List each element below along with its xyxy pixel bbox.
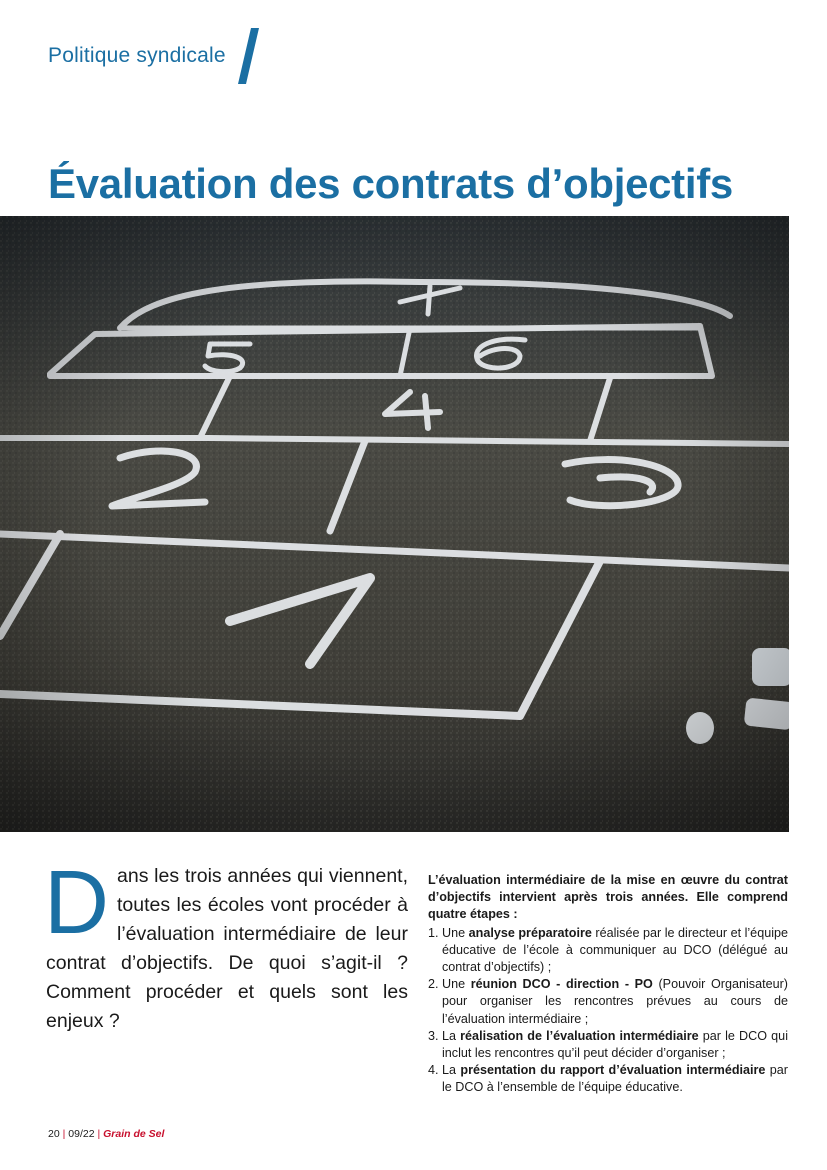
steps-column: [428, 872, 788, 1097]
magazine-name: Grain de Sel: [103, 1128, 165, 1140]
step-post: par le DCO à l’ensemble de l’équipe éducative.: [442, 1063, 789, 1095]
lead-paragraph: [44, 853, 408, 1036]
section-label: Politique syndicale: [48, 44, 226, 67]
step-number: 3.: [428, 1028, 439, 1043]
step-pre: Une: [442, 925, 469, 940]
steps-intro: L’évaluation intermédiaire de la mise en œuvre du contrat d’objectifs intervient après trois années. Elle comprend quatre étapes :: [428, 873, 788, 922]
dropcap: D: [44, 853, 109, 953]
step-number: 1.: [428, 925, 439, 940]
step-bold: présentation du rapport d’évaluation intermédiaire: [460, 1063, 766, 1078]
step-post: par le DCO qui inclut les rencontres qu’il peut décider d’organiser ;: [442, 1028, 788, 1061]
step-bold: réalisation de l’évaluation intermédiaire: [460, 1028, 699, 1043]
list-item: [428, 1062, 788, 1096]
lead-text: ans les trois années qui viennent, toutes les écoles vont procéder à l’évaluation intermédiaire de leur contrat d’objectifs. De quoi s’agit-il ? Comment procéder et quels sont les enjeux ?: [46, 865, 408, 1032]
steps-list: [428, 925, 788, 1097]
article-title: Évaluation des contrats d’objectifs: [48, 160, 733, 207]
list-item: [428, 1028, 788, 1062]
page-number: 20: [48, 1128, 60, 1140]
footer-separator: |: [97, 1128, 101, 1140]
hopscotch-photo-icon: [0, 216, 789, 832]
list-item: [428, 925, 788, 977]
hopscotch-photo: [0, 216, 789, 832]
step-number: 2.: [428, 977, 439, 992]
step-bold: réunion DCO - direction - PO: [470, 977, 653, 992]
step-pre: Une: [442, 977, 471, 992]
step-pre: La: [442, 1028, 461, 1043]
footer-separator: |: [62, 1128, 66, 1140]
issue-date: 09/22: [68, 1128, 95, 1140]
step-post: réalisée par le directeur et l’équipe éducative de l’école à communiquer au DCO (délégué au contrat d’objectifs) ;: [442, 925, 789, 975]
page-footer: [48, 1128, 164, 1140]
step-bold: analyse préparatoire: [468, 925, 592, 940]
step-pre: La: [442, 1063, 461, 1078]
list-item: [428, 976, 788, 1028]
step-number: 4.: [428, 1063, 439, 1078]
step-post: (Pouvoir Organisateur) pour organiser les rencontres prévues au cours de l’évaluation intermédiaire ;: [442, 977, 789, 1026]
section-slash-icon: [237, 28, 263, 84]
